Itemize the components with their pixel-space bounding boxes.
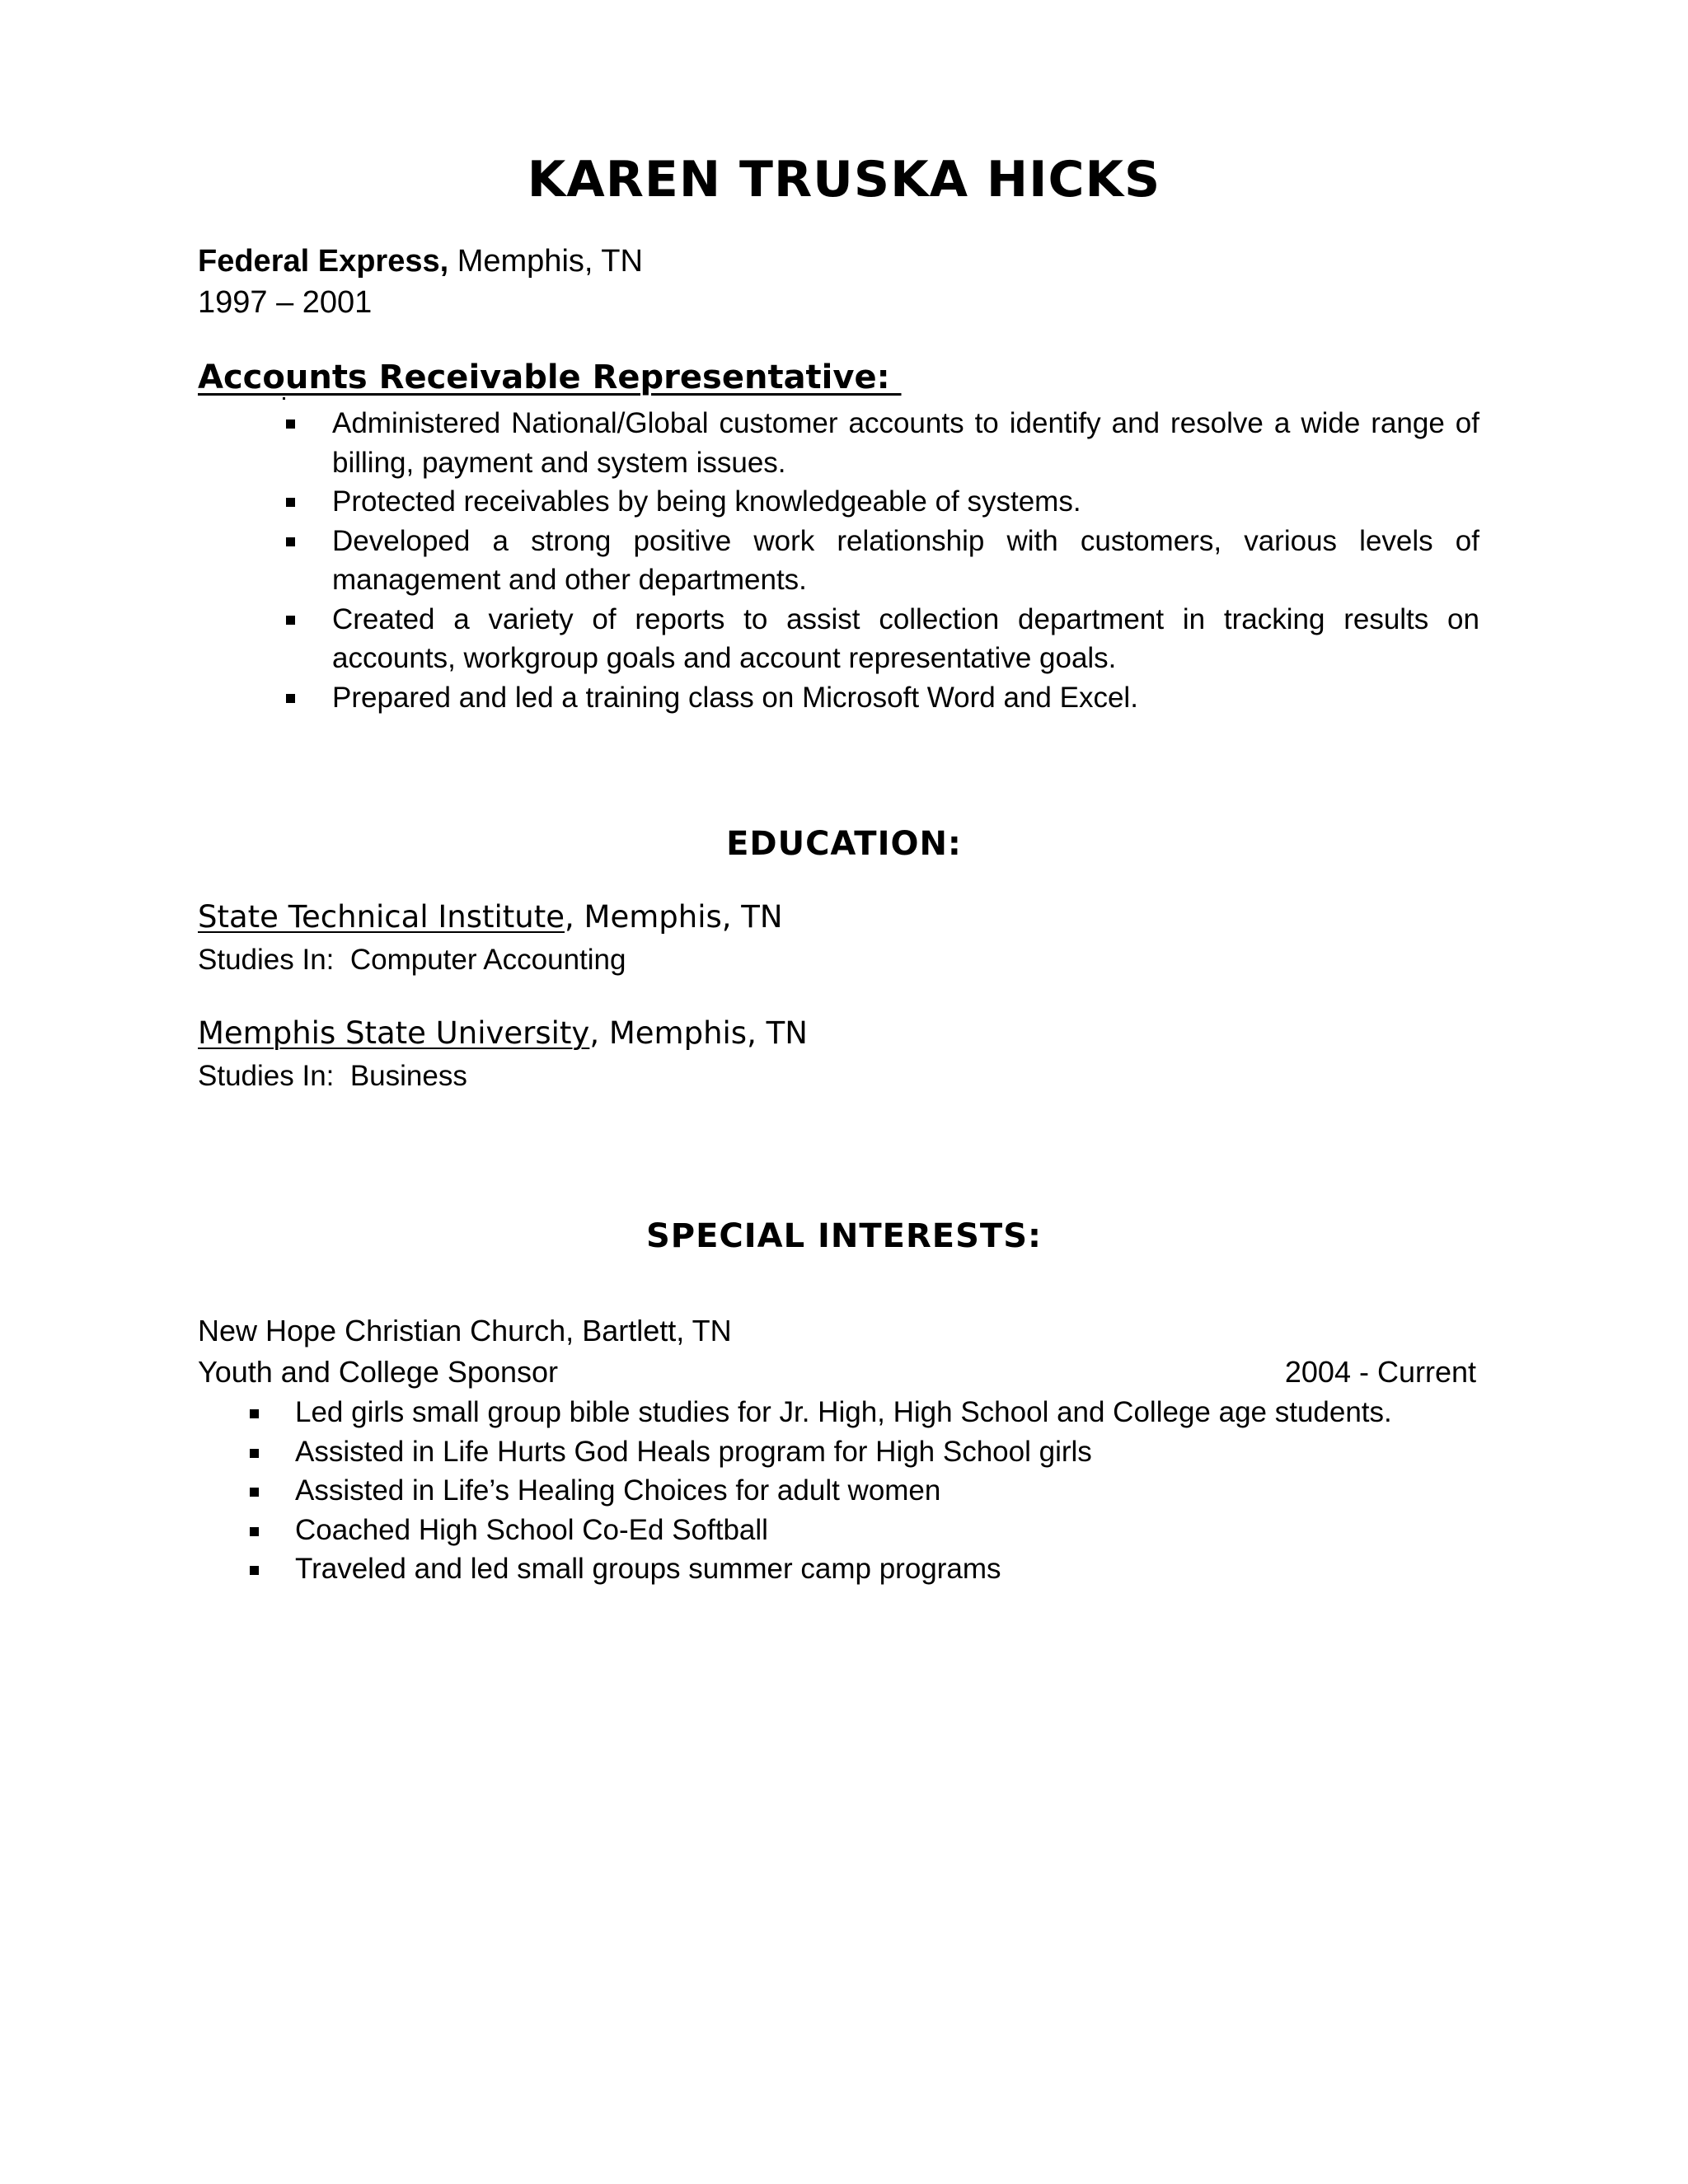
list-item — [295, 1393, 1515, 1432]
list-item — [295, 1471, 1515, 1511]
school-location: , Memphis, TN — [589, 1015, 808, 1051]
list-item-text: Coached High School Co-Ed Softball — [295, 1513, 768, 1546]
school-name: Memphis State University — [198, 1015, 590, 1051]
list-item — [295, 1432, 1515, 1472]
list-item — [332, 522, 1479, 600]
education-school-1 — [198, 897, 783, 938]
resume-name: KAREN TRUSKA HICKS — [527, 151, 1161, 209]
list-item-text: Prepared and led a training class on Microsoft Word and Excel. — [332, 681, 1138, 714]
bullet-square-icon — [250, 1566, 259, 1575]
stray-mark — [283, 397, 285, 400]
list-item-text: Created a variety of reports to assist collection department in tracking results on accounts, workgroup goals and account representative goals. — [332, 602, 1479, 674]
bullet-square-icon — [250, 1449, 259, 1458]
employment-years: 1997 – 2001 — [198, 285, 373, 320]
role-line: Youth and College Sponsor — [198, 1355, 559, 1389]
organization-line: New Hope Christian Church, Bartlett, TN — [198, 1314, 732, 1347]
bullet-square-icon — [286, 694, 295, 703]
employer-location: Memphis, TN — [448, 244, 643, 279]
education-heading: EDUCATION: — [726, 825, 962, 863]
list-item-text: Assisted in Life’s Healing Choices for adult women — [295, 1474, 941, 1507]
list-item — [295, 1549, 1515, 1589]
list-item-text: Assisted in Life Hurts God Heals program for High School girls — [295, 1435, 1092, 1468]
bullet-square-icon — [286, 498, 295, 507]
school-location: , Memphis, TN — [565, 899, 783, 935]
bullet-square-icon — [286, 616, 295, 625]
list-item-text: Traveled and led small groups summer camp programs — [295, 1553, 1001, 1585]
bullet-square-icon — [250, 1527, 259, 1536]
list-item — [332, 678, 1479, 718]
employer-line — [198, 241, 643, 282]
list-item — [332, 482, 1479, 522]
bullet-square-icon — [250, 1488, 259, 1497]
school-studies: Studies In: Computer Accounting — [198, 944, 626, 976]
list-item — [332, 600, 1479, 678]
special-interests-heading: SPECIAL INTERESTS: — [645, 1217, 1043, 1255]
list-item-text: Developed a strong positive work relationship with customers, various levels of management and other departments. — [332, 524, 1479, 596]
position-duties-list — [332, 404, 1479, 717]
list-item — [295, 1511, 1515, 1550]
bullet-square-icon — [286, 537, 295, 546]
role-dates: 2004 - Current — [1284, 1355, 1476, 1389]
bullet-square-icon — [286, 419, 295, 429]
bullet-square-icon — [250, 1409, 259, 1418]
list-item-text: Protected receivables by being knowledgeable of systems. — [332, 485, 1081, 518]
interests-list — [295, 1393, 1515, 1589]
school-studies: Studies In: Business — [198, 1060, 467, 1092]
employer-company: Federal Express, — [198, 244, 449, 279]
position-title: Accounts Receivable Representative: — [198, 359, 902, 396]
list-item-text: Led girls small group bible studies for Jr. High, High School and College age students. — [295, 1396, 1392, 1428]
list-item-text: Administered National/Global customer accounts to identify and resolve a wide range of billing, payment and system issues. — [332, 407, 1479, 479]
school-name: State Technical Institute — [198, 899, 565, 935]
list-item — [332, 404, 1479, 482]
education-school-2 — [198, 1013, 808, 1054]
